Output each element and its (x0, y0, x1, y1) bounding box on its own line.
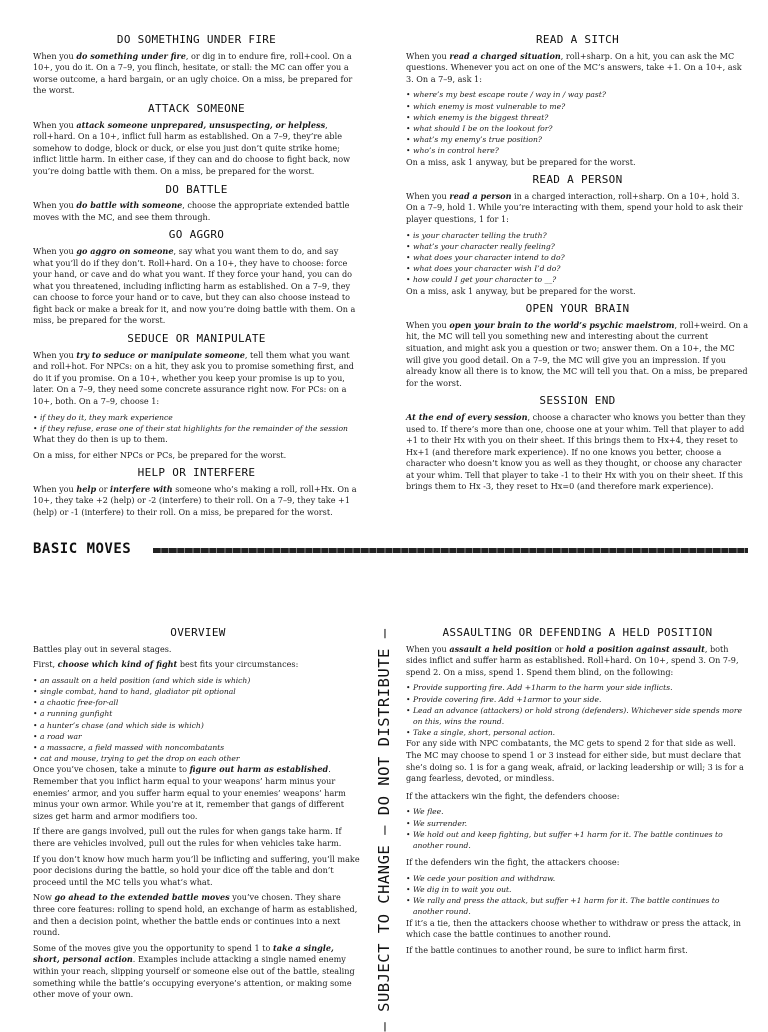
move-read-a-sitch (406, 34, 749, 168)
move-paragraph: When you open your brain to the world’s psychic maelstrom, roll+weird. On a hit, the MC will tell you something new and interesting about the current situation, and might ask you a question or two; answer them. On a 10+, the MC will give you good detail. On a 7–9, the MC will give you an impression. If you already know all there is to know, the MC will tell you that. On a miss, be prepared for the worst. (406, 319, 749, 388)
move-paragraph: When you read a charged situation, roll+sharp. On a hit, you can ask the MC questions. Whenever you act on one of the MC’s answers, take +1. On a 10+, ask 3. On a 7–9, ask 1: (406, 50, 742, 84)
option-item: • a running gunfight (33, 708, 363, 719)
move-paragraph: On a miss, ask 1 anyway, but be prepared for the worst. (406, 285, 636, 296)
option-list (406, 230, 749, 286)
option-item: • how could I get your character to __? (406, 274, 749, 285)
move-paragraph: Battles play out in several stages. (33, 643, 172, 654)
move-paragraph: If it’s a tie, then the attackers choose whether to withdraw or press the attack, in which case the battle continues to another round. (406, 917, 742, 940)
move-paragraph: At the end of every session, choose a character who knows you better than they used to. If there’s more than one, choose one at your whim. Tell that player to add +1 to their Hx with you on their sheet. If this brings them to Hx+4, they reset to Hx+1 (and therefore mark experience). If no one knows you better, choose a character who doesn’t know you as well as they thought, or choose any character at your whim. Tell that player to take -1 to their Hx with you on their sheet. If this brings them to Hx -3, they reset to Hx=0 (and therefore mark experience). (406, 411, 746, 492)
option-item: • what should I be on the lookout for? (406, 123, 749, 134)
move-paragraph: If there are gangs involved, pull out the rules for when gangs take harm. If there are vehicles involved, pull out the rules for when vehicles take harm. (33, 826, 342, 848)
option-list (406, 873, 749, 918)
option-item: • who’s in control here? (406, 145, 749, 156)
move-help-or-interfere (33, 467, 360, 518)
move-do-something-under-fire (33, 34, 360, 97)
option-item: • what’s my enemy’s true position? (406, 134, 749, 145)
option-item: • which enemy is most vulnerable to me? (406, 101, 749, 112)
move-paragraph: When you try to seduce or manipulate someone, tell them what you want and roll+hot. For NPCs: on a hit, they ask you to promise something first, and do it if you promise. On a 10+, whether you keep your promise is up to you, later. On a 7–9, they need some concrete assurance right now. For PCs: on a 10+, both. On a 7–9, choose 1: (33, 349, 354, 407)
move-heading: SESSION END (539, 394, 616, 408)
option-item: • Provide covering fire. Add +1armor to your side. (406, 694, 749, 705)
option-item: • what does your character wish I’d do? (406, 263, 749, 274)
option-item: • what’s your character really feeling? (406, 241, 749, 252)
option-item: • if they do it, they mark experience (33, 412, 360, 423)
move-continuation (406, 791, 749, 851)
move-paragraph: When you go aggro on someone, say what you want them to do, and say what you’ll do if they don’t. Roll+hard. On a 10+, they have to choose: force your hand, or cave and do what you want. If they force your hand, you can do what you threatened, including inflicting harm as established. On a 7–9, they can choose to force your hand or to cave, but they can also choose instead to fight back or make a break for it, and now you’re doing battle with them. On a miss, be prepared for the worst. (33, 245, 356, 326)
move-paragraph: Once you’ve chosen, take a minute to figure out harm as established. Remember that you inflict harm equal to your weapons’ harm minus your enemies’ armor, and you suffer harm equal to your enemies’ weapons’ harm minus your own armor. While you’re at it, remember that gangs of different sizes get harm and armor modifiers too. (33, 764, 346, 821)
move-paragraph: If the attackers win the fight, the defenders choose: (406, 790, 620, 801)
move-paragraph: When you read a person in a charged interaction, roll+sharp. On a 10+, hold 3. On a 7–9, hold 1. While you’re interacting with them, spend your hold to ask their player questions, 1 for 1: (406, 190, 743, 224)
move-heading: ATTACK SOMEONE (148, 101, 245, 115)
move-paragraph: When you do something under fire, or dig in to endure fire, roll+cool. On a 10+, you do it. On a 7–9, you flinch, hesitate, or stall: the MC can offer you a worse outcome, a hard bargain, or an ugly choice. On a miss, be prepared for the worst. (33, 50, 353, 96)
move-paragraph: What they do then is up to them. (33, 434, 168, 445)
move-continuation (406, 857, 749, 956)
move-paragraph: Now go ahead to the extended battle moves you’ve chosen. They share three core features: rolling to spend hold, an exchange of harm as established, and then a decision point, whether the battle ends or continues into a next round. (33, 892, 358, 938)
option-item: • a chaotic free-for-all (33, 697, 363, 708)
move-attack-someone (33, 103, 360, 178)
option-item: • We surrender. (406, 818, 749, 829)
option-list (33, 412, 360, 434)
option-item: • what does your character intend to do? (406, 252, 749, 263)
move-read-a-person (406, 174, 749, 297)
option-item: • cat and mouse, trying to get the drop on each other (33, 753, 363, 764)
option-item: • a hunter’s chase (and which side is which) (33, 720, 363, 731)
option-item: • a massacre, a field massed with noncombatants (33, 742, 363, 753)
move-do-battle (33, 184, 360, 224)
move-paragraph: Some of the moves give you the opportunity to spend 1 to take a single, short, personal action. Examples include attacking a single named enemy within your reach, slipping yourself or someone else out of the battle, stealing something while the battle’s occupying everyone’s attention, or making some other move of your own. (33, 942, 355, 1000)
column-right-bottom (406, 627, 749, 962)
option-item: • Take a single, short, personal action. (406, 727, 749, 738)
move-heading: OVERVIEW (170, 626, 226, 639)
move-paragraph: For any side with NPC combatants, the MC gets to spend 2 for that side as well. The MC may choose to spend 1 or 3 instead for either side, but must declare that she’s doing so. 1 is for a gang weak, afraid, or lacking leadership or will; 3 is for a gang fearless, devoted, or mindless. (406, 738, 744, 784)
column-left-top (33, 34, 360, 525)
column-right-top (406, 34, 749, 499)
move-heading: ASSAULTING OR DEFENDING A HELD POSITION (442, 626, 713, 639)
banner-rule (153, 548, 748, 553)
option-item: • which enemy is the biggest threat? (406, 112, 749, 123)
move-paragraph: If you don’t know how much harm you’ll be inflicting and suffering, you’ll make poor decisions during the battle, so hold your dice off the table and don’t proceed until the MC tells you what’s what. (33, 853, 360, 887)
move-heading: GO AGGRO (168, 228, 225, 242)
move-heading: OPEN YOUR BRAIN (525, 302, 630, 316)
option-item: • We flee. (406, 806, 749, 817)
column-left-bottom (33, 627, 363, 1007)
move-paragraph: When you help or interfere with someone who’s making a roll, roll+Hx. On a 10+, they take +2 (help) or -2 (interfere) to their roll. On a 7–9, they take +1 (help) or -1 (interfere) to their roll. On a miss, be prepared for the worst. (33, 483, 357, 517)
move-heading: DO BATTLE (165, 182, 228, 196)
move-paragraph: When you attack someone unprepared, unsuspecting, or helpless, roll+hard. On a 10+, inflict full harm as established. On a 7–9, they’re able somehow to dodge, block or duck, or else you just don’t quite strike home; inflict little harm. In either case, if they can and do choose to fight back, now you’re doing battle with them. On a miss, be prepared for the worst. (33, 119, 351, 176)
option-item: • a road war (33, 731, 363, 742)
move-session-end (406, 395, 749, 493)
option-item: • We cede your position and withdraw. (406, 873, 749, 884)
move-heading: READ A SITCH (535, 33, 620, 46)
option-item: • if they refuse, erase one of their stat highlights for the remainder of the session (33, 423, 360, 434)
move-open-your-brain (406, 303, 749, 389)
option-item: • where’s my best escape route / way in / way past? (406, 89, 749, 100)
option-list (406, 682, 749, 738)
move-overview (33, 627, 363, 1001)
move-go-aggro (33, 229, 360, 327)
option-list (406, 806, 749, 851)
side-label-text: – SUBJECT TO CHANGE — DO NOT DISTRIBUTE – (375, 628, 393, 1032)
option-item: • We dig in to wait you out. (406, 884, 749, 895)
move-heading: SEDUCE OR MANIPULATE (127, 332, 266, 346)
option-item: • We rally and press the attack, but suffer +1 harm for it. The battle continues to another round. (406, 895, 749, 917)
option-item: • Provide supporting fire. Add +1harm to the harm your side inflicts. (406, 682, 749, 693)
move-paragraph: When you assault a held position or hold a position against assault, both sides inflict and suffer harm as established. Roll+hard. On 10+, spend 3. On 7-9, spend 2. On a miss, spend 1. Spend them blind, on the following: (406, 643, 739, 677)
move-paragraph: On a miss, ask 1 anyway, but be prepared for the worst. (406, 156, 636, 167)
move-paragraph: First, choose which kind of fight best fits your circumstances: (33, 659, 299, 670)
option-item: • is your character telling the truth? (406, 230, 749, 241)
option-item: • We hold out and keep fighting, but suffer +1 harm for it. The battle continues to another round. (406, 829, 749, 851)
move-paragraph: On a miss, for either NPCs or PCs, be prepared for the worst. (33, 449, 287, 460)
move-paragraph: If the battle continues to another round, be sure to inflict harm first. (406, 944, 688, 955)
option-list (33, 675, 363, 765)
side-label (373, 628, 395, 1032)
option-item: • Lead an advance (attackers) or hold strong (defenders). Whichever side spends more on this, wins the round. (406, 705, 749, 727)
move-seduce-or-manipulate (33, 333, 360, 461)
banner-title: BASIC MOVES (33, 541, 135, 557)
option-item: • an assault on a held position (and which side is which) (33, 675, 363, 686)
move-heading: HELP OR INTERFERE (137, 466, 256, 480)
option-item: • single combat, hand to hand, gladiator pit optional (33, 686, 363, 697)
section-banner (33, 541, 748, 559)
option-list (406, 89, 749, 156)
move-paragraph: When you do battle with someone, choose the appropriate extended battle moves with the MC, and see them through. (33, 200, 350, 222)
move-heading: DO SOMETHING UNDER FIRE (116, 33, 277, 46)
move-assaulting-or-defending-a-held-position (406, 627, 749, 785)
move-heading: READ A PERSON (532, 173, 623, 187)
move-paragraph: If the defenders win the fight, the attackers choose: (406, 857, 620, 868)
